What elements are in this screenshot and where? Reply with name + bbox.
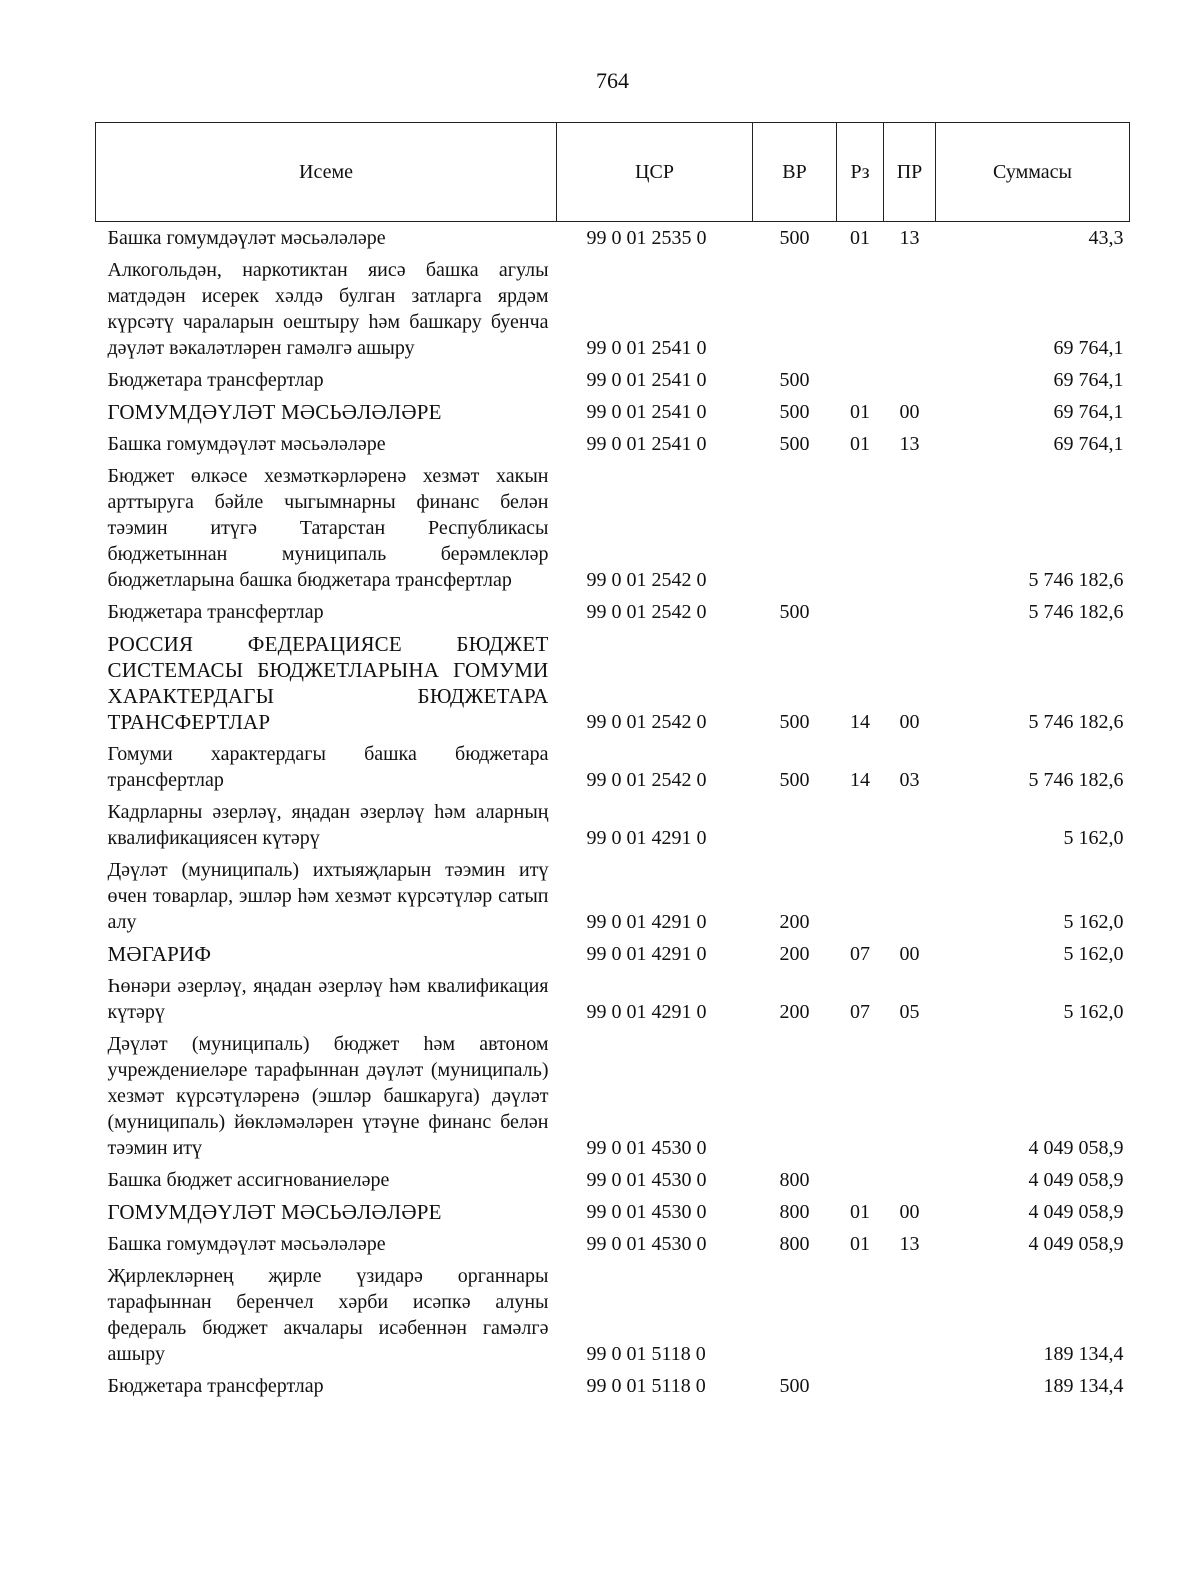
cell-csr: 99 0 01 2542 0 <box>586 769 707 791</box>
table-row <box>96 1260 1130 1370</box>
cell-name: Башка гомумдәүләт мәсьәләләре <box>107 227 386 249</box>
cell-name: Алкогольдән, наркотиктан яисә башка агулы матдәдән исерек хәлдә булган затларга ярдәм күрсәтү чараларын оештыру һәм башкару буенча дәүләт вәкаләтләрен гамәлгә ашыру <box>107 259 549 359</box>
cell-name: Дәүләт (муниципаль) бюджет һәм автоном учреждениеләре тарафыннан дәүләт (муниципаль) хезмәт күрсәтүләренә (эшләр башкаруга) дәүләт (муниципаль) йөкләмәләрен үтәүне финанс белән тәэмин итү <box>107 1033 549 1159</box>
cell-csr: 99 0 01 4291 0 <box>586 943 707 965</box>
cell-sum: 69 764,1 <box>1053 401 1124 423</box>
cell-name: ГОМУМДӘҮЛӘТ МӘСЬӘЛӘЛӘРЕ <box>107 400 442 424</box>
cell-rz: 01 <box>850 1233 870 1255</box>
cell-rz <box>837 1164 884 1196</box>
cell-name: Һөнәри әзерләү, яңадан әзерләү һәм квалификация күтәрү <box>107 975 549 1023</box>
cell-name: Гомуми характердагы башка бюджетара трансфертлар <box>107 743 549 791</box>
cell-vr <box>753 1260 837 1370</box>
cell-sum: 189 134,4 <box>1043 1375 1124 1397</box>
cell-vr: 500 <box>779 601 810 623</box>
cell-sum: 5 746 182,6 <box>1028 569 1124 591</box>
cell-csr: 99 0 01 4291 0 <box>586 911 707 933</box>
table-row <box>96 428 1130 460</box>
cell-vr: 200 <box>779 911 810 933</box>
cell-vr: 200 <box>779 943 810 965</box>
cell-sum: 69 764,1 <box>1053 369 1124 391</box>
table-row <box>96 628 1130 738</box>
table-row <box>96 1228 1130 1260</box>
table-row <box>96 854 1130 938</box>
cell-sum: 5 746 182,6 <box>1028 711 1124 733</box>
cell-pr: 00 <box>899 401 920 423</box>
cell-pr: 05 <box>899 1001 920 1023</box>
cell-vr: 500 <box>779 711 810 733</box>
cell-sum: 5 746 182,6 <box>1028 601 1124 623</box>
table-row <box>96 460 1130 596</box>
cell-pr <box>884 1028 936 1164</box>
table-row <box>96 1196 1130 1228</box>
cell-csr: 99 0 01 4291 0 <box>586 1001 707 1023</box>
cell-rz <box>837 854 884 938</box>
cell-sum: 5 162,0 <box>1063 943 1124 965</box>
cell-name: Җирлекләрнең җирле үзидарә органнары тарафыннан беренчел хәрби исәпкә алуны федераль бюджет акчалары исәбеннән гамәлгә ашыру <box>107 1265 549 1365</box>
cell-csr: 99 0 01 2542 0 <box>586 569 707 591</box>
header-row <box>96 123 1130 222</box>
cell-pr: 13 <box>899 433 920 455</box>
cell-vr <box>753 254 837 364</box>
table-row <box>96 796 1130 854</box>
cell-pr <box>884 364 936 396</box>
cell-name: Бюджет өлкәсе хезмәткәрләренә хезмәт хакын арттыруга бәйле чыгымнарны финанс белән тәэмин итүгә Татарстан Республикасы бюджетыннан муниципаль берәмлекләр бюджетларына башка бюджетара трансфертлар <box>107 465 549 591</box>
cell-rz: 14 <box>850 769 870 791</box>
cell-vr: 800 <box>779 1201 810 1223</box>
cell-sum: 5 746 182,6 <box>1028 769 1124 791</box>
cell-vr <box>753 460 837 596</box>
cell-sum: 69 764,1 <box>1053 337 1124 359</box>
table-header <box>96 123 1130 222</box>
cell-csr: 99 0 01 4530 0 <box>586 1233 707 1255</box>
cell-csr: 99 0 01 2541 0 <box>586 433 707 455</box>
cell-pr <box>884 796 936 854</box>
cell-name: Дәүләт (муниципаль) ихтыяҗларын тәэмин итү өчен товарлар, эшләр һәм хезмәт күрсәтүләр сатып алу <box>107 859 549 933</box>
table-row <box>96 222 1130 255</box>
cell-vr: 500 <box>779 1375 810 1397</box>
table-row <box>96 970 1130 1028</box>
cell-rz: 01 <box>850 433 870 455</box>
cell-name: Башка гомумдәүләт мәсьәләләре <box>107 1233 386 1255</box>
table-row <box>96 596 1130 628</box>
table-row <box>96 1370 1130 1402</box>
cell-rz: 14 <box>850 711 870 733</box>
cell-name: Башка гомумдәүләт мәсьәләләре <box>107 433 386 455</box>
header-name: Исеме <box>96 123 557 222</box>
cell-rz <box>837 460 884 596</box>
cell-rz <box>837 1370 884 1402</box>
header-rz: Рз <box>837 123 884 222</box>
cell-pr: 00 <box>899 943 920 965</box>
cell-sum: 43,3 <box>1088 227 1124 249</box>
cell-pr: 13 <box>899 227 920 249</box>
cell-pr <box>884 460 936 596</box>
cell-name: Бюджетара трансфертлар <box>107 1375 324 1397</box>
cell-pr: 03 <box>899 769 920 791</box>
cell-pr: 00 <box>899 711 920 733</box>
cell-sum: 69 764,1 <box>1053 433 1124 455</box>
cell-pr <box>884 854 936 938</box>
cell-pr: 00 <box>899 1201 920 1223</box>
budget-table <box>95 122 1130 1402</box>
cell-vr: 800 <box>779 1169 810 1191</box>
cell-rz <box>837 1028 884 1164</box>
cell-sum: 5 162,0 <box>1063 827 1124 849</box>
cell-csr: 99 0 01 5118 0 <box>586 1343 706 1365</box>
cell-name: Бюджетара трансфертлар <box>107 369 324 391</box>
table-row <box>96 938 1130 970</box>
cell-pr <box>884 1260 936 1370</box>
table-row <box>96 396 1130 428</box>
cell-name: МӘГАРИФ <box>107 942 212 966</box>
cell-vr: 800 <box>779 1233 810 1255</box>
cell-sum: 189 134,4 <box>1043 1343 1124 1365</box>
cell-sum: 5 162,0 <box>1063 911 1124 933</box>
cell-csr: 99 0 01 4530 0 <box>586 1137 707 1159</box>
cell-vr: 500 <box>779 401 810 423</box>
cell-pr <box>884 254 936 364</box>
cell-vr: 500 <box>779 433 810 455</box>
cell-vr <box>753 1028 837 1164</box>
table-body <box>96 222 1130 1403</box>
cell-sum: 4 049 058,9 <box>1028 1137 1124 1159</box>
cell-vr: 200 <box>779 1001 810 1023</box>
cell-sum: 4 049 058,9 <box>1028 1169 1124 1191</box>
cell-csr: 99 0 01 4291 0 <box>586 827 707 849</box>
cell-name: Бюджетара трансфертлар <box>107 601 324 623</box>
cell-csr: 99 0 01 2541 0 <box>586 401 707 423</box>
cell-vr: 500 <box>779 227 810 249</box>
cell-csr: 99 0 01 2542 0 <box>586 711 707 733</box>
cell-rz: 01 <box>850 401 870 423</box>
cell-csr: 99 0 01 5118 0 <box>586 1375 706 1397</box>
cell-name: РОССИЯ ФЕДЕРАЦИЯСЕ БЮДЖЕТ СИСТЕМАСЫ БЮДЖЕТЛАРЫНА ГОМУМИ ХАРАКТЕРДАГЫ БЮДЖЕТАРА ТРАНСФЕРТЛАР <box>107 632 549 734</box>
cell-rz: 07 <box>850 1001 870 1023</box>
cell-csr: 99 0 01 4530 0 <box>586 1169 707 1191</box>
cell-vr <box>753 796 837 854</box>
cell-rz <box>837 254 884 364</box>
table-row <box>96 254 1130 364</box>
table-row <box>96 1164 1130 1196</box>
cell-vr: 500 <box>779 369 810 391</box>
cell-rz: 01 <box>850 227 870 249</box>
cell-pr <box>884 1164 936 1196</box>
cell-rz <box>837 596 884 628</box>
cell-pr: 13 <box>899 1233 920 1255</box>
header-csr: ЦСР <box>557 123 753 222</box>
header-pr: ПР <box>884 123 936 222</box>
cell-sum: 4 049 058,9 <box>1028 1201 1124 1223</box>
cell-csr: 99 0 01 2542 0 <box>586 601 707 623</box>
cell-name: ГОМУМДӘҮЛӘТ МӘСЬӘЛӘЛӘРЕ <box>107 1200 442 1224</box>
cell-pr <box>884 596 936 628</box>
cell-vr: 500 <box>779 769 810 791</box>
cell-rz: 01 <box>850 1201 870 1223</box>
table-row <box>96 738 1130 796</box>
cell-name: Башка бюджет ассигнованиеләре <box>107 1169 390 1191</box>
cell-csr: 99 0 01 4530 0 <box>586 1201 707 1223</box>
cell-rz <box>837 364 884 396</box>
cell-sum: 5 162,0 <box>1063 1001 1124 1023</box>
header-vr: ВР <box>753 123 837 222</box>
cell-rz <box>837 1260 884 1370</box>
cell-name: Кадрларны әзерләү, яңадан әзерләү һәм аларның квалификациясен күтәрү <box>107 801 549 849</box>
cell-rz <box>837 796 884 854</box>
header-sum: Суммасы <box>936 123 1130 222</box>
table-row <box>96 364 1130 396</box>
page-number: 764 <box>596 68 629 93</box>
table-row <box>96 1028 1130 1164</box>
cell-csr: 99 0 01 2541 0 <box>586 337 707 359</box>
cell-rz: 07 <box>850 943 870 965</box>
cell-sum: 4 049 058,9 <box>1028 1233 1124 1255</box>
cell-pr <box>884 1370 936 1402</box>
cell-csr: 99 0 01 2535 0 <box>586 227 707 249</box>
cell-csr: 99 0 01 2541 0 <box>586 369 707 391</box>
